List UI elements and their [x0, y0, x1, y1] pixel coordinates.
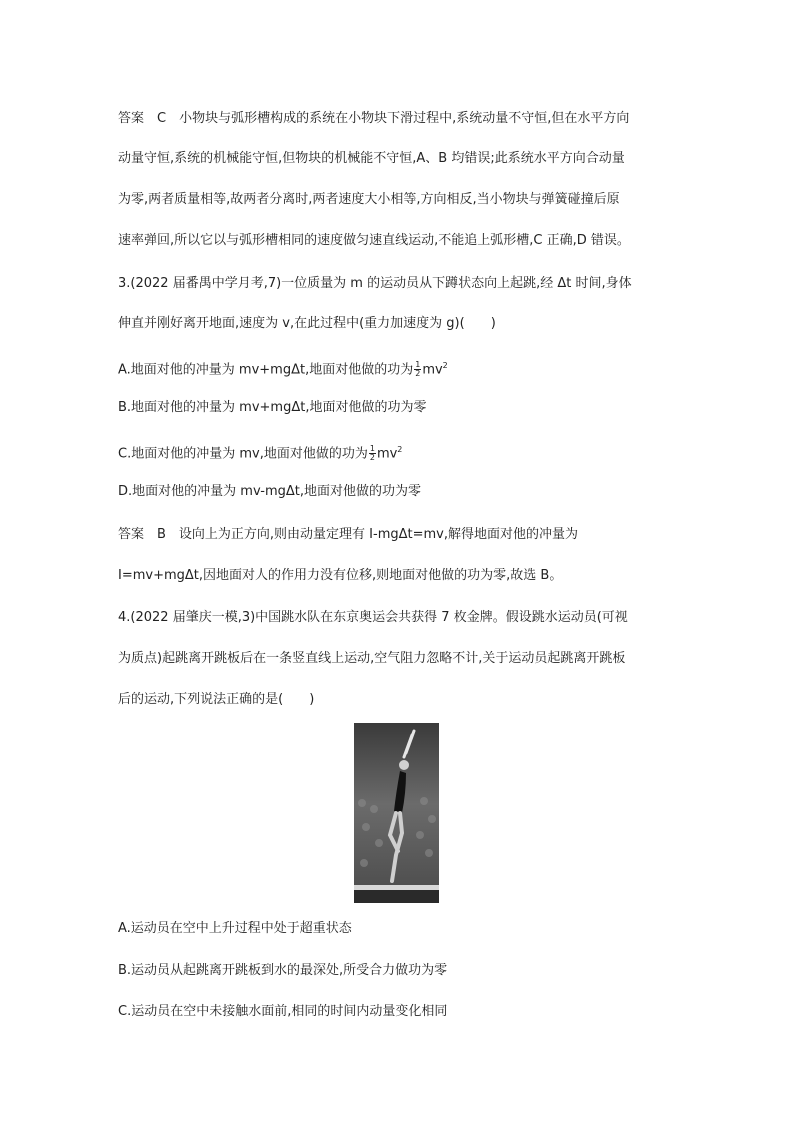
option-3a: A.地面对他的冲量为 mv+mgΔt,地面对他做的功为 $\frac{1}{2}$ $mv^2$: [118, 360, 448, 379]
answer-2-line-2: 动量守恒,系统的机械能守恒,但物块的机械能不守恒,A、B 均错误;此系统水平方向合动量: [118, 151, 625, 166]
answer-2-line-4: 速率弹回,所以它以与弧形槽相同的速度做匀速直线运动,不能追上弧形槽,C 正确,D 错误。: [118, 233, 630, 248]
answer-3-line-1: 答案 B 设向上为正方向,则由动量定理有 I-mgΔt=mv,解得地面对他的冲量为: [118, 527, 578, 542]
question-4-line-3: 后的运动,下列说法正确的是( ): [118, 692, 315, 707]
option-3c: C.地面对他的冲量为 mv,地面对他做的功为 $\frac{1}{2}$ $mv^2$: [118, 444, 403, 463]
answer-3-line-2: I=mv+mgΔt,因地面对人的作用力没有位移,则地面对他做的功为零,故选 B。: [118, 568, 563, 583]
option-3a-tail: mv: [422, 362, 443, 378]
question-4-line-2: 为质点)起跳离开跳板后在一条竖直线上运动,空气阻力忽略不计,关于运动员起跳离开跳板: [118, 651, 626, 666]
option-4b: B.运动员从起跳离开跳板到水的最深处,所受合力做功为零: [118, 963, 448, 978]
option-3a-text: A.地面对他的冲量为 mv+mgΔt,地面对他做的功为: [118, 362, 414, 378]
diver-photo-image: [354, 723, 439, 903]
option-4a: A.运动员在空中上升过程中处于超重状态: [118, 921, 352, 936]
question-4-line-1: 4.(2022 届肇庆一模,3)中国跳水队在东京奥运会共获得 7 枚金牌。假设跳水运动员(可视: [118, 610, 628, 625]
option-3b: B.地面对他的冲量为 mv+mgΔt,地面对他做的功为零: [118, 400, 427, 415]
option-3c-tail: mv: [376, 446, 398, 462]
diver-photo: [354, 723, 439, 903]
option-4c: C.运动员在空中未接触水面前,相同的时间内动量变化相同: [118, 1004, 448, 1019]
answer-2-line-1: 答案 C 小物块与弧形槽构成的系统在小物块下滑过程中,系统动量不守恒,但在水平方向: [118, 111, 630, 126]
answer-2-line-3: 为零,两者质量相等,故两者分离时,两者速度大小相等,方向相反,当小物块与弹簧碰撞后原: [118, 192, 620, 207]
fraction-one-half: $\frac{1}{2}$: [369, 444, 375, 463]
fraction-one-half: $\frac{1}{2}$: [415, 360, 421, 379]
question-3-line-1: 3.(2022 届番禺中学月考,7)一位质量为 m 的运动员从下蹲状态向上起跳,经 Δt 时间,身体: [118, 276, 632, 291]
question-3-line-2: 伸直并刚好离开地面,速度为 v,在此过程中(重力加速度为 g)( ): [118, 316, 496, 331]
option-3d: D.地面对他的冲量为 mv-mgΔt,地面对他做的功为零: [118, 484, 422, 499]
option-3c-text: C.地面对他的冲量为 mv,地面对他做的功为: [118, 446, 368, 462]
